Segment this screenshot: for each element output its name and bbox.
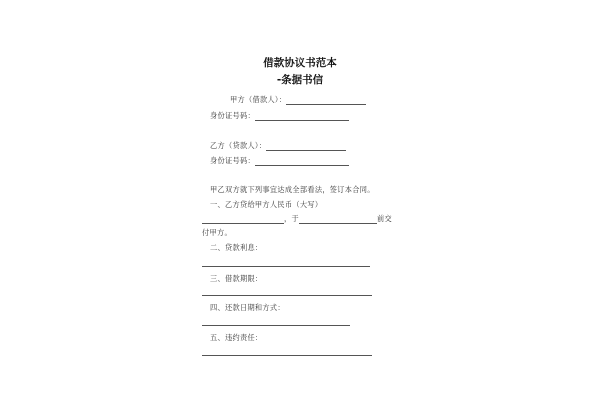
pay-text: 付甲方。 [202,228,232,237]
party-b-id-blank[interactable] [255,157,349,166]
clause-1-amount-row [202,214,392,224]
document-title: 借款协议书范本 [263,57,337,69]
clause-4-label: 四、还款日期和方式： [210,303,285,312]
clause-5-answer-line[interactable] [202,355,372,356]
comma-yu: ，于 [284,214,299,223]
party-b-row [210,141,346,151]
clause-2-answer-line[interactable] [202,266,370,267]
party-a-id-row [210,111,349,121]
party-b-label: 乙方（贷款人）： [210,141,267,150]
clause-2-label: 二、贷款利息： [210,243,263,252]
amount-blank[interactable] [202,215,284,224]
clause-5-label: 五、违约责任： [210,333,263,342]
document-subtitle: -条据书信 [276,74,324,86]
party-b-blank[interactable] [266,142,346,151]
clause-4-answer-line[interactable] [202,325,350,326]
intro-text: 甲乙双方就下列事宜达成全部看法，签订本合同。 [210,185,375,194]
party-a-id-blank[interactable] [255,112,349,121]
party-a-blank[interactable] [286,96,366,105]
id-label-b: 身份证号码： [210,156,255,165]
party-b-id-row [210,156,349,166]
clause-3-answer-line[interactable] [202,295,372,296]
clause-3-label: 三、借款期限： [210,274,263,283]
clause-1-text: 一、乙方贷给甲方人民币（大写） [210,200,323,209]
before-text: 前交 [376,214,392,223]
party-a-label: 甲方（借款人）： [230,95,287,104]
party-a-row [230,95,366,105]
id-label-a: 身份证号码： [210,111,255,120]
date-blank[interactable] [299,215,377,224]
